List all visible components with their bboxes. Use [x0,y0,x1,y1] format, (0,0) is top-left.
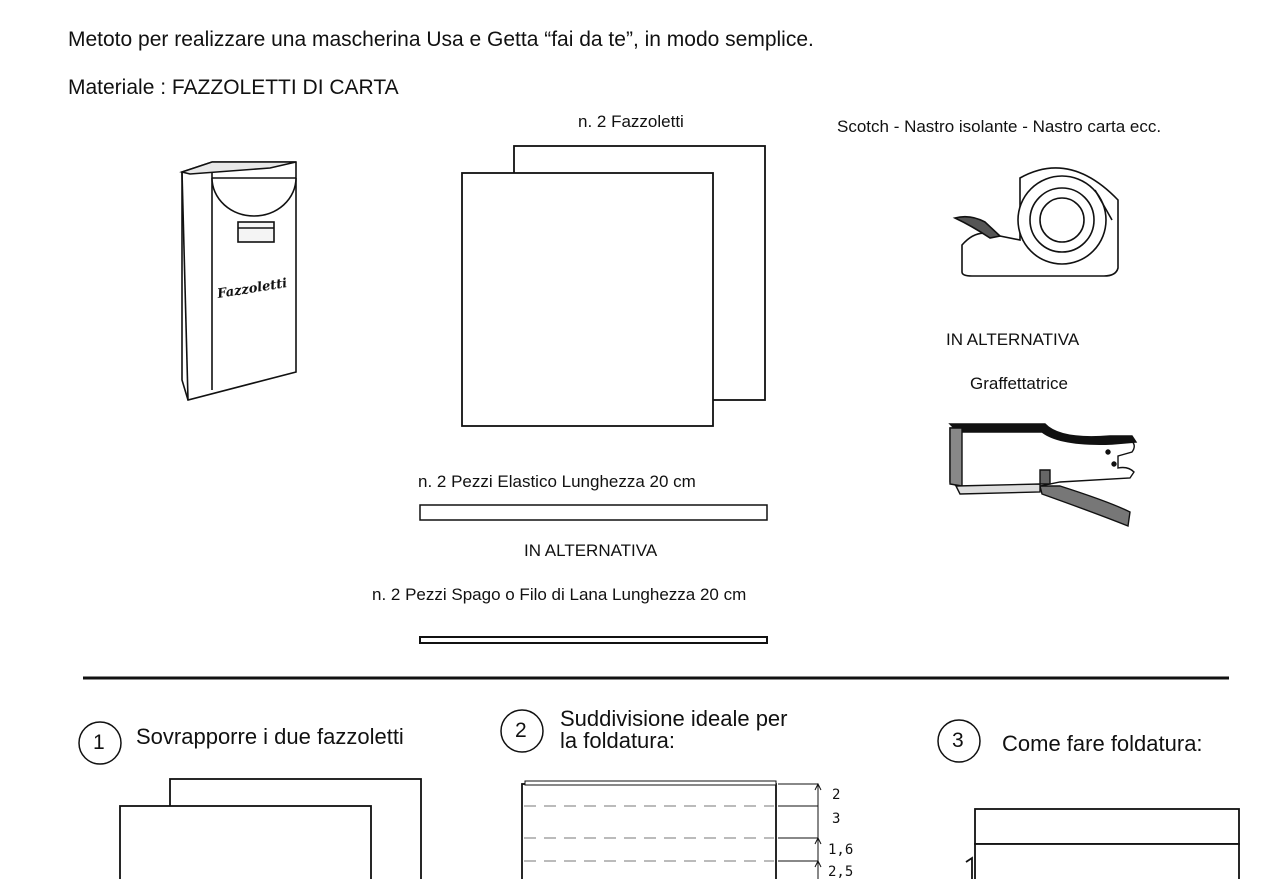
step-2-number: 2 [515,719,527,742]
step-2-text-line2: la foldatura: [560,728,675,753]
tape-label: Scotch - Nastro isolante - Nastro carta ecc. [837,117,1162,136]
elastic-alternative-label: IN ALTERNATIVA [524,541,658,560]
step-1-number: 1 [93,731,105,754]
stapler-label: Graffettatrice [970,374,1068,393]
measure-2-5: 2,5 [828,864,854,880]
material-label: Materiale : FAZZOLETTI DI CARTA [68,76,399,99]
step-1-text: Sovrapporre i due fazzoletti [136,724,404,749]
measure-2: 2 [832,787,841,803]
step-3-number: 3 [952,729,964,752]
elastic-band [420,505,767,520]
step-2-text [560,706,788,754]
step-1-tissues [120,779,421,879]
page-title: Metoto per realizzare una mascherina Usa e Getta “fai da te”, in modo semplice. [68,28,814,51]
tape-alternative-label: IN ALTERNATIVA [946,330,1080,349]
string-piece [420,637,767,643]
stapler-icon [950,424,1136,526]
tissue-pack-brand: Fazzoletti [216,276,289,302]
step-2-text-line1: Suddivisione ideale per [560,706,788,731]
tissues-illustration [462,146,765,426]
tissues-count-label: n. 2 Fazzoletti [578,112,684,131]
step-3-text: Come fare foldatura: [1002,731,1203,756]
measure-1-6: 1,6 [828,842,854,858]
measure-3: 3 [832,811,841,827]
step-2-division-diagram [522,781,821,879]
elastic-label: n. 2 Pezzi Elastico Lunghezza 20 cm [418,472,696,491]
tape-dispenser-icon [955,168,1118,276]
string-label: n. 2 Pezzi Spago o Filo di Lana Lunghezza 20 cm [372,585,747,604]
step-3-fold-diagram [966,809,1239,879]
